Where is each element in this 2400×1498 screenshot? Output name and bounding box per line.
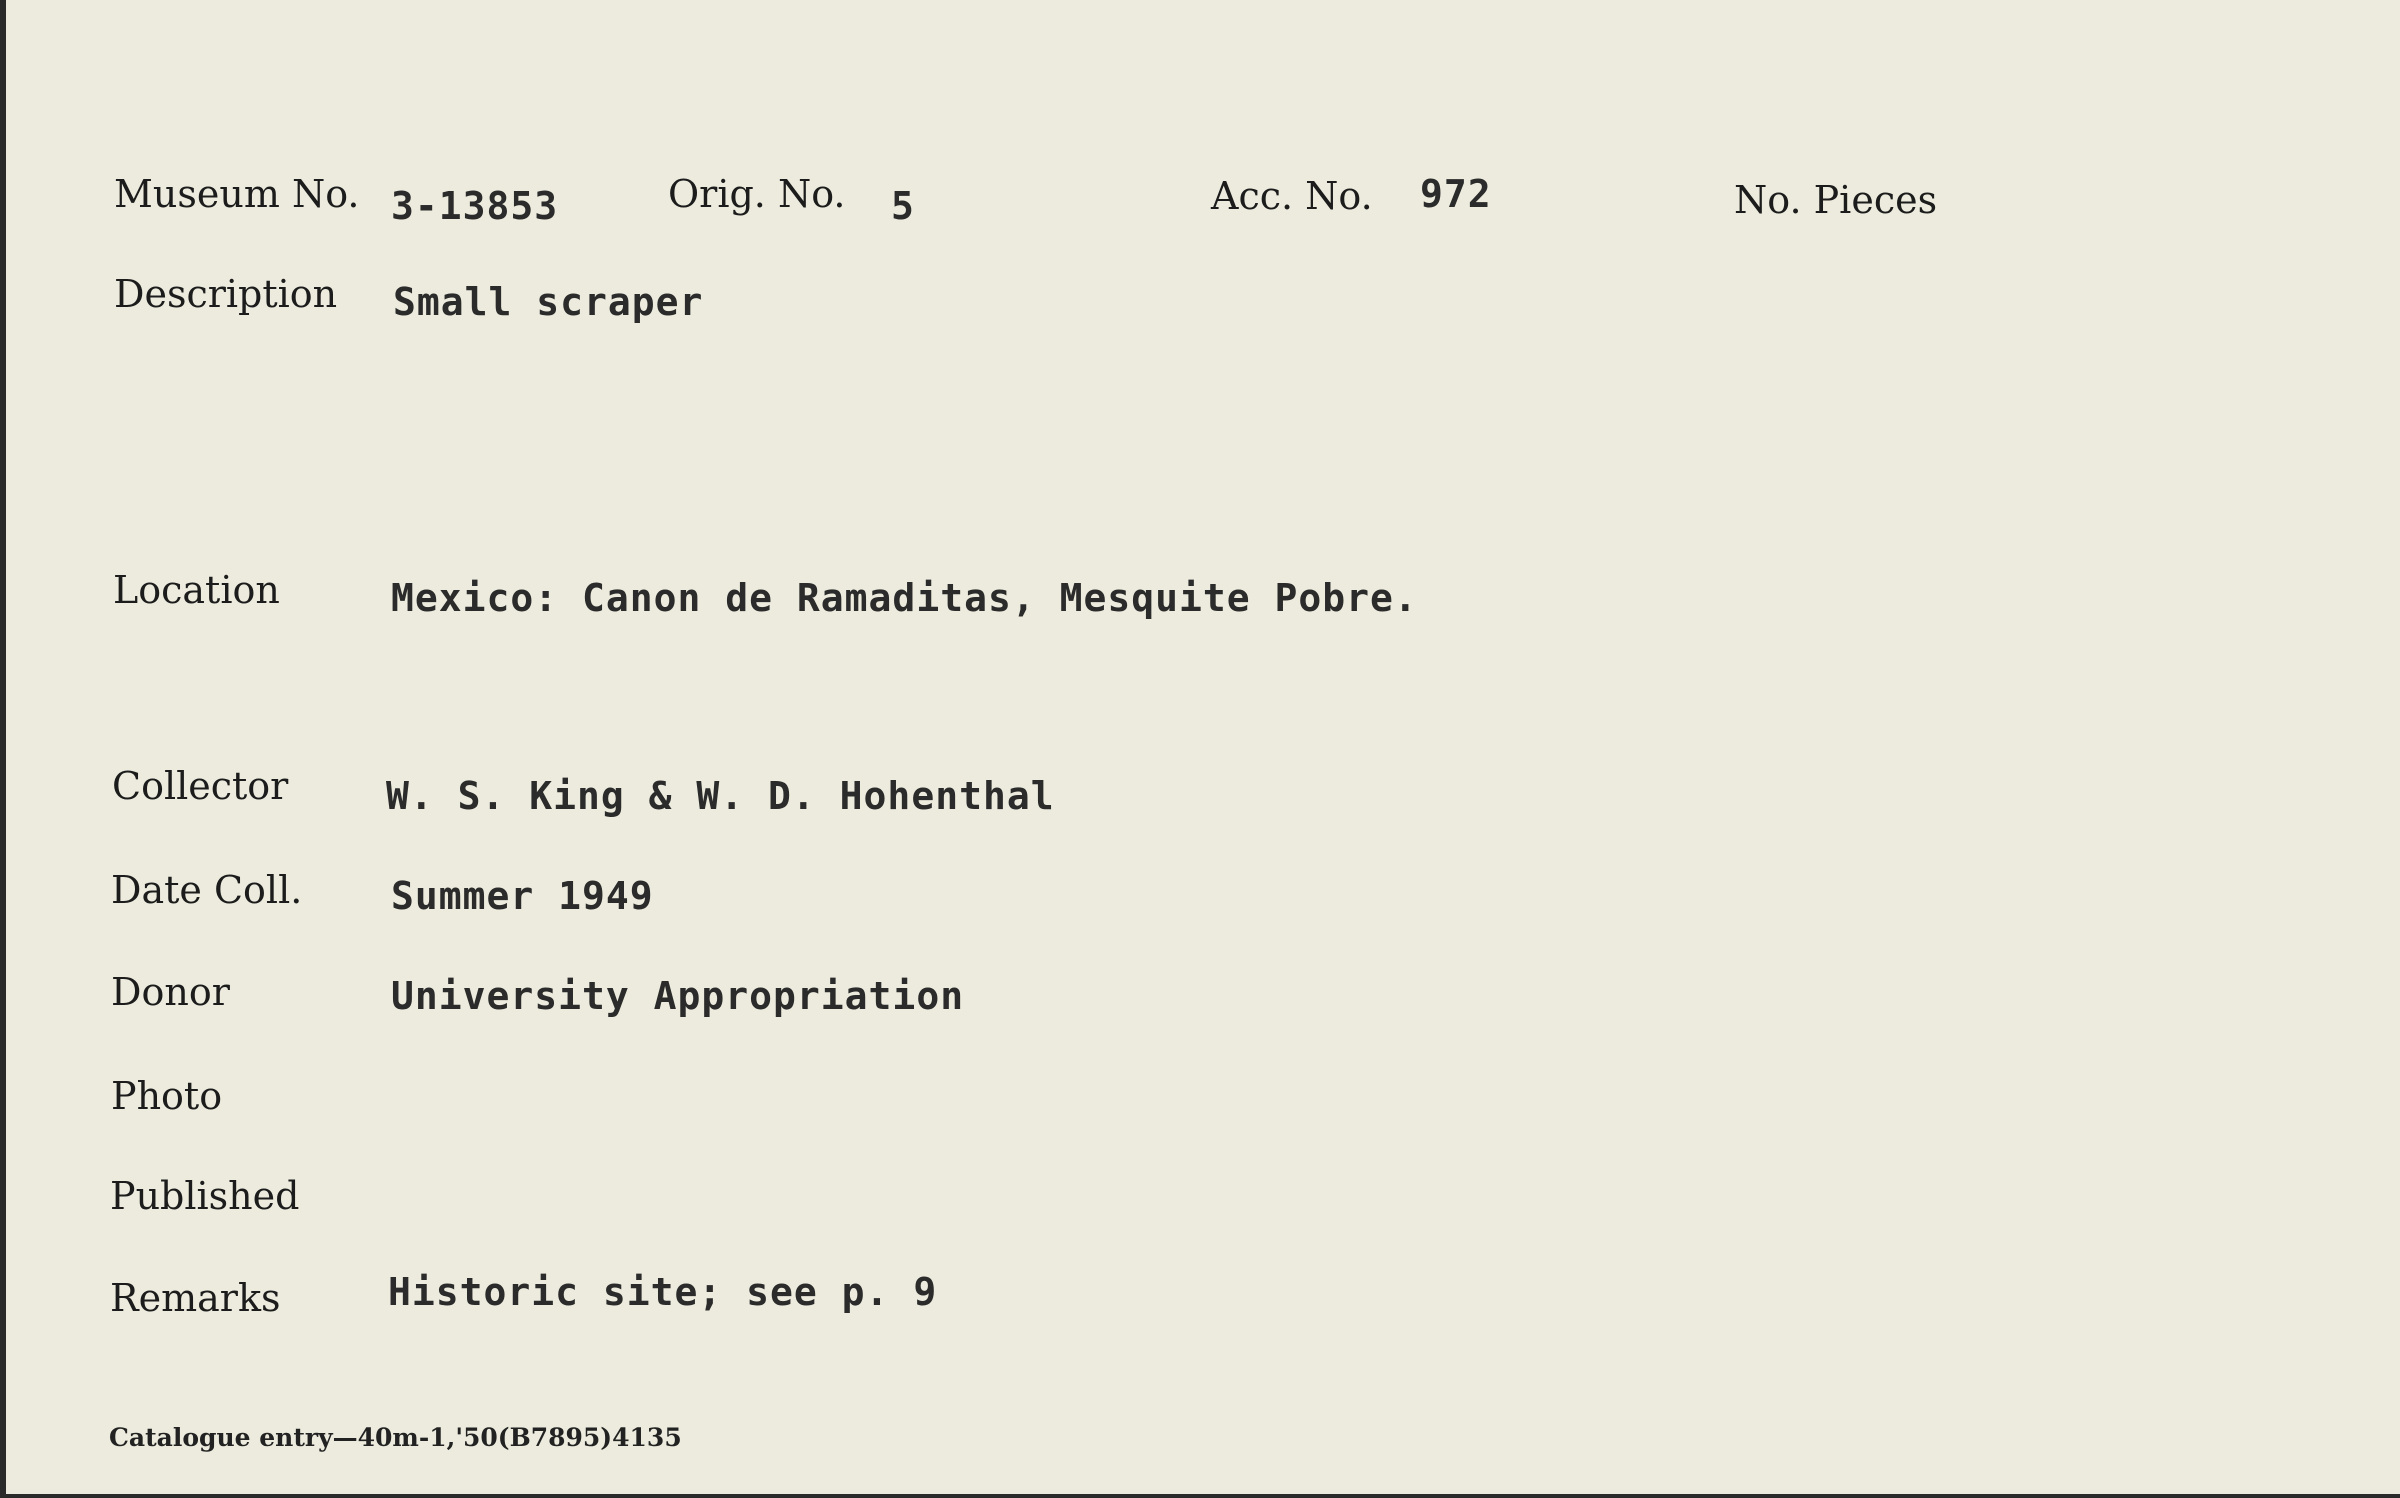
- museum-no-label: Museum No.: [114, 172, 360, 216]
- location-value: Mexico: Canon de Ramaditas, Mesquite Pobre.: [391, 576, 1418, 620]
- date-coll-value: Summer 1949: [391, 874, 654, 918]
- no-pieces-label: No. Pieces: [1734, 178, 1938, 222]
- orig-no-label: Orig. No.: [668, 172, 846, 216]
- acc-no-label: Acc. No.: [1211, 174, 1373, 218]
- description-value: Small scraper: [393, 280, 704, 324]
- catalogue-footer: Catalogue entry—40m-1,'50(B7895)4135: [109, 1423, 682, 1452]
- published-label: Published: [110, 1174, 300, 1218]
- orig-no-value: 5: [891, 184, 915, 228]
- museum-no-value: 3-13853: [391, 184, 559, 228]
- description-label: Description: [114, 272, 338, 316]
- donor-label: Donor: [111, 970, 230, 1014]
- collector-label: Collector: [112, 764, 289, 808]
- photo-label: Photo: [111, 1074, 223, 1118]
- remarks-label: Remarks: [110, 1276, 281, 1320]
- collector-value: W. S. King & W. D. Hohenthal: [386, 774, 1055, 818]
- date-coll-label: Date Coll.: [111, 868, 303, 912]
- donor-value: University Appropriation: [391, 974, 965, 1018]
- remarks-value: Historic site; see p. 9: [388, 1270, 938, 1314]
- acc-no-value: 972: [1420, 172, 1492, 216]
- location-label: Location: [113, 568, 280, 612]
